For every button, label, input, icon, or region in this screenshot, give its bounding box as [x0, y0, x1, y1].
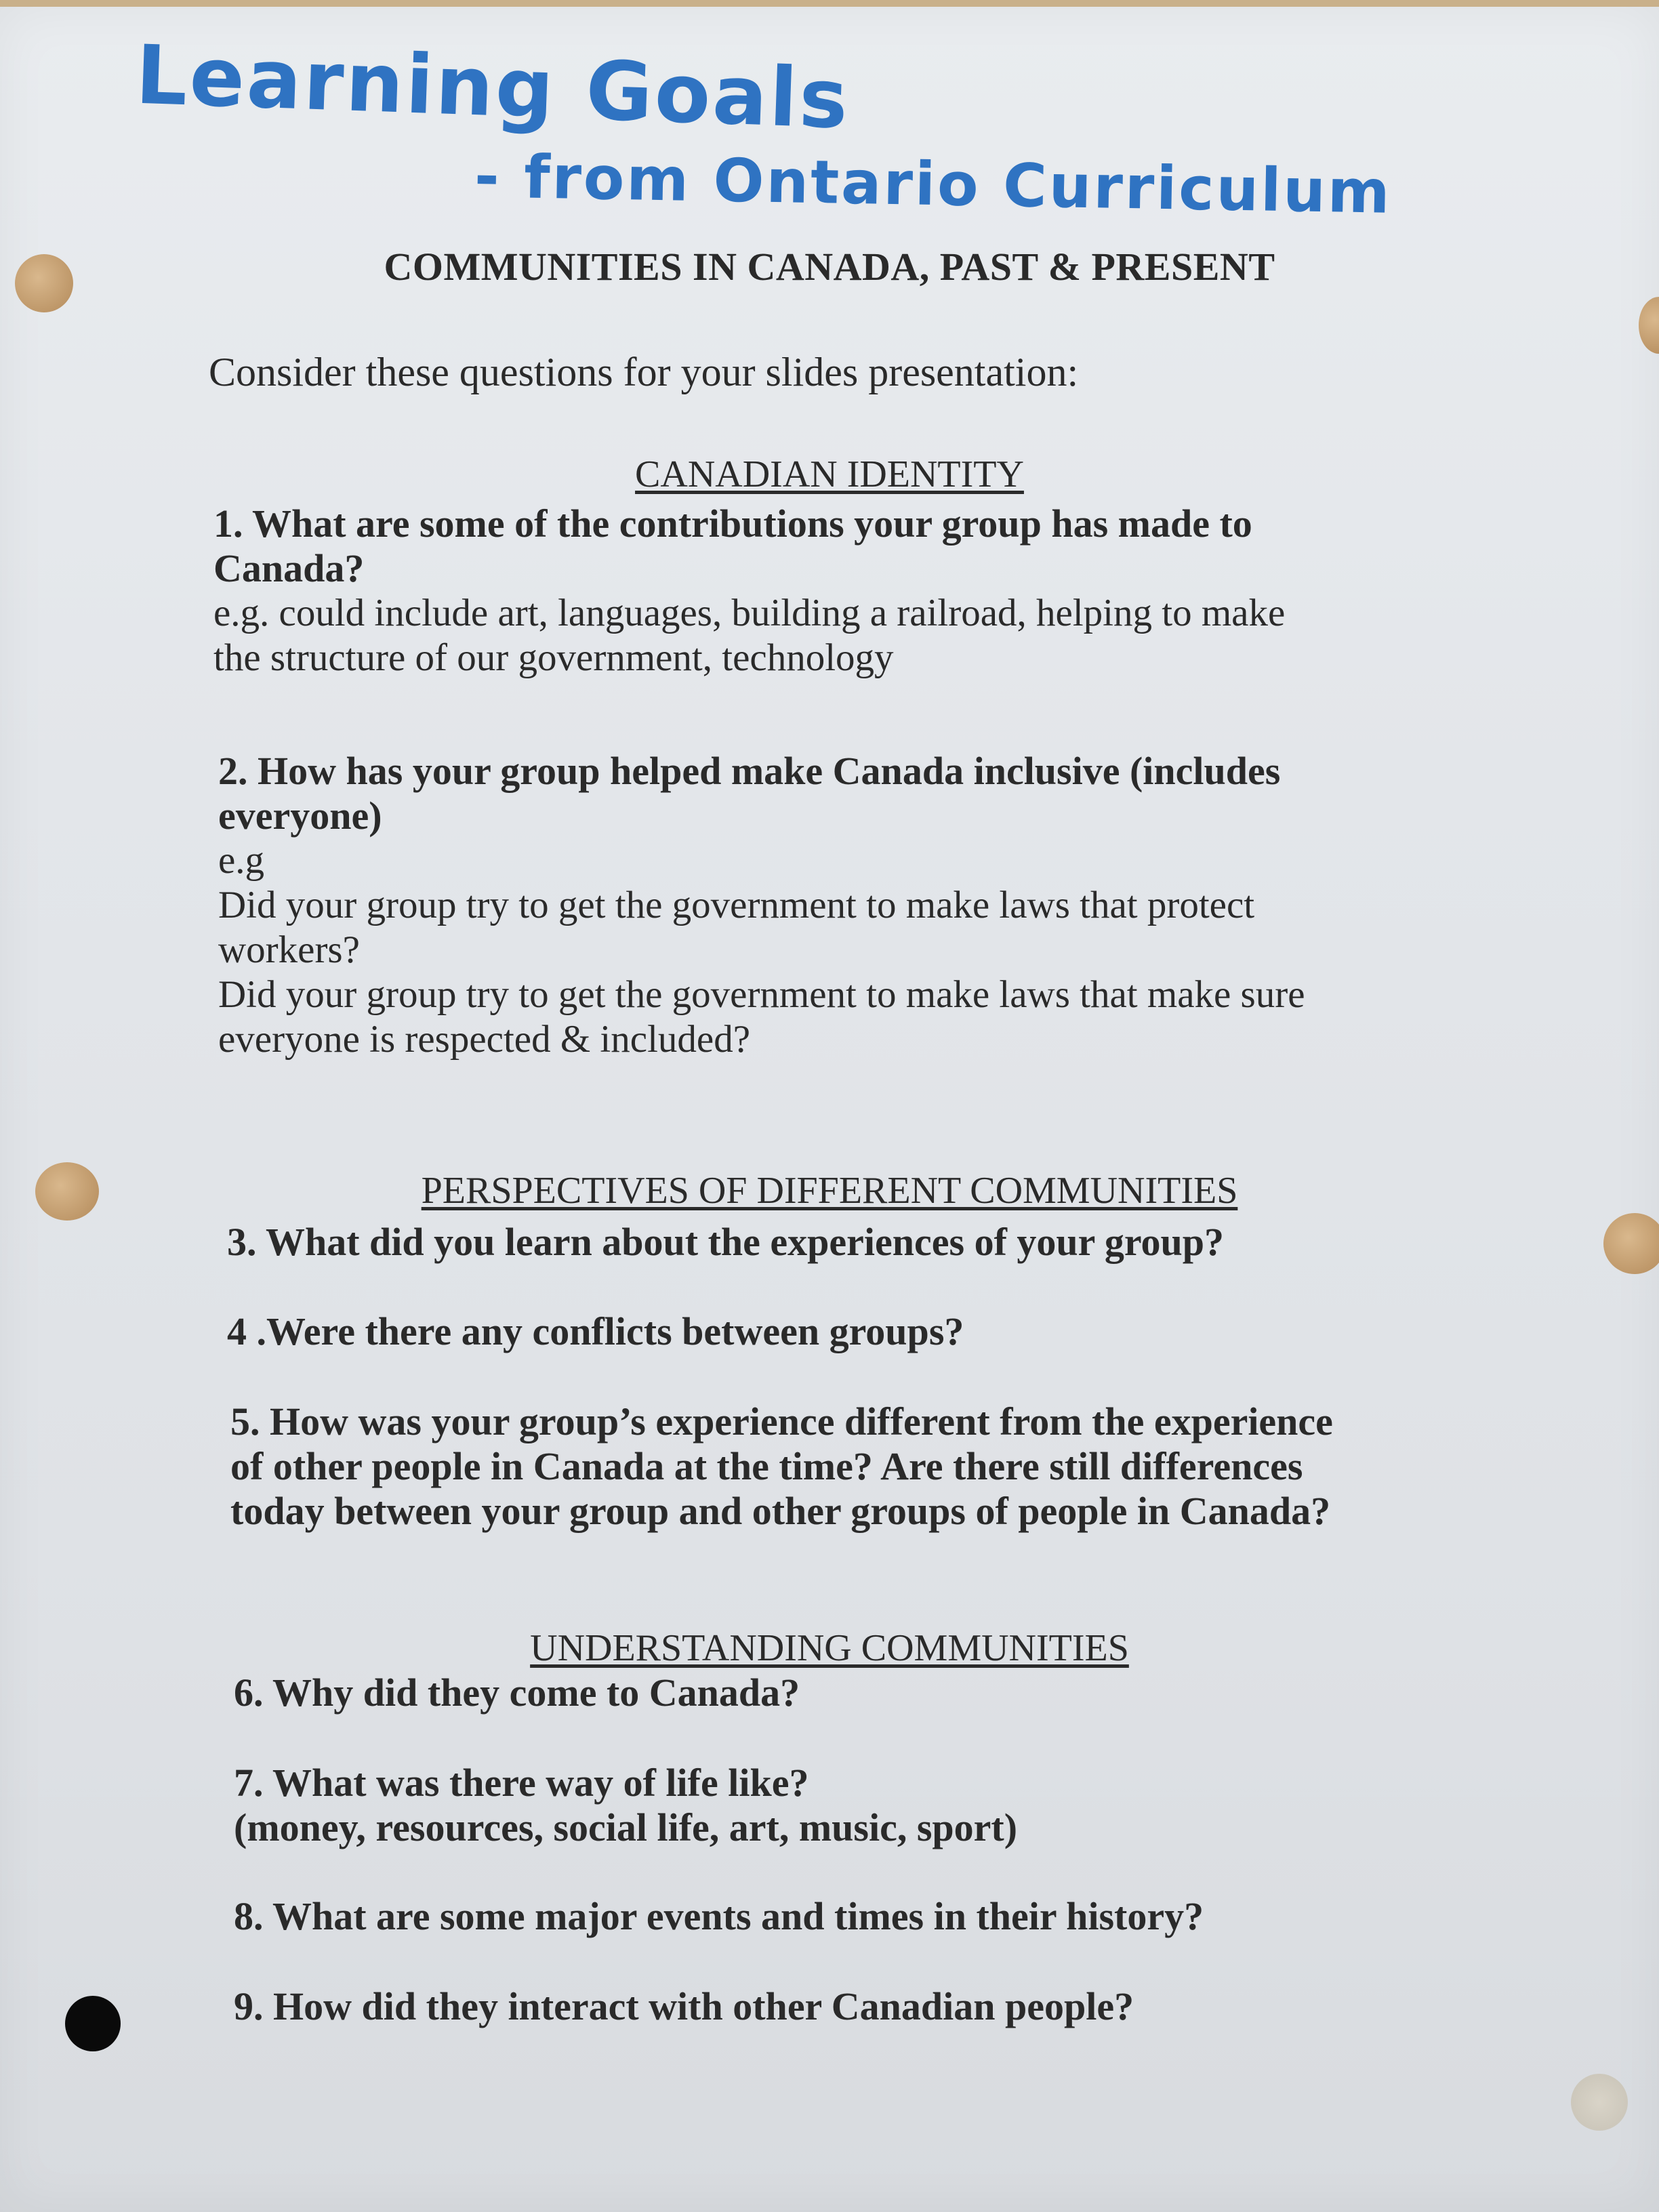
question-1	[213, 501, 1285, 680]
question-1-detail-1: e.g. could include art, languages, building a railroad, helping to make	[213, 592, 1286, 634]
question-7-line-1: 7. What was there way of life like?	[234, 1761, 809, 1805]
intro-text: Consider these questions for your slides presentation:	[209, 350, 1079, 394]
question-5-line-2: of other people in Canada at the time? Are there still differences	[230, 1444, 1303, 1488]
question-2-line-1: 2. How has your group helped make Canada inclusive (includes	[218, 749, 1281, 793]
question-5-line-3: today between your group and other groups of people in Canada?	[230, 1489, 1331, 1533]
question-9: 9. How did they interact with other Canadian people?	[234, 1984, 1134, 2028]
handwritten-curriculum-note: - from Ontario Curriculum	[474, 141, 1393, 227]
question-7	[234, 1761, 1017, 1850]
question-2-detail-2: Did your group try to get the government to make laws that protect	[218, 884, 1255, 926]
question-1-line-2: Canada?	[213, 546, 365, 590]
section-heading-perspectives: PERSPECTIVES OF DIFFERENT COMMUNITIES	[421, 1170, 1238, 1212]
question-1-line-1: 1. What are some of the contributions your group has made to	[213, 501, 1252, 546]
question-8: 8. What are some major events and times in their history?	[234, 1894, 1204, 1938]
handwritten-learning-goals: Learning Goals	[134, 28, 852, 148]
section-heading-understanding: UNDERSTANDING COMMUNITIES	[530, 1627, 1129, 1669]
question-1-detail-2: the structure of our government, technology	[213, 636, 894, 679]
punch-hole-bottom-left	[65, 1996, 121, 2051]
question-2-detail-4: Did your group try to get the government to make laws that make sure	[218, 973, 1305, 1016]
question-7-line-2: (money, resources, social life, art, music, sport)	[234, 1805, 1018, 1849]
question-4: 4 .Were there any conflicts between groups?	[227, 1309, 964, 1353]
punch-hole-top-right	[1639, 297, 1659, 354]
question-2-detail-1: e.g	[218, 839, 265, 882]
paper-sheet	[0, 7, 1659, 2212]
punch-hole-mid-right	[1603, 1213, 1659, 1274]
question-2	[218, 749, 1305, 1062]
question-5	[230, 1399, 1333, 1534]
question-2-detail-3: workers?	[218, 928, 360, 971]
question-5-line-1: 5. How was your group’s experience different from the experience	[230, 1399, 1333, 1443]
section-heading-canadian-identity: CANADIAN IDENTITY	[635, 453, 1024, 495]
question-2-detail-5: everyone is respected & included?	[218, 1018, 751, 1061]
question-2-line-2: everyone)	[218, 794, 382, 838]
question-3: 3. What did you learn about the experiences of your group?	[227, 1220, 1225, 1264]
question-6: 6. Why did they come to Canada?	[234, 1671, 800, 1715]
punch-hole-bottom-right	[1571, 2074, 1628, 2131]
document-title: COMMUNITIES IN CANADA, PAST & PRESENT	[384, 245, 1275, 289]
